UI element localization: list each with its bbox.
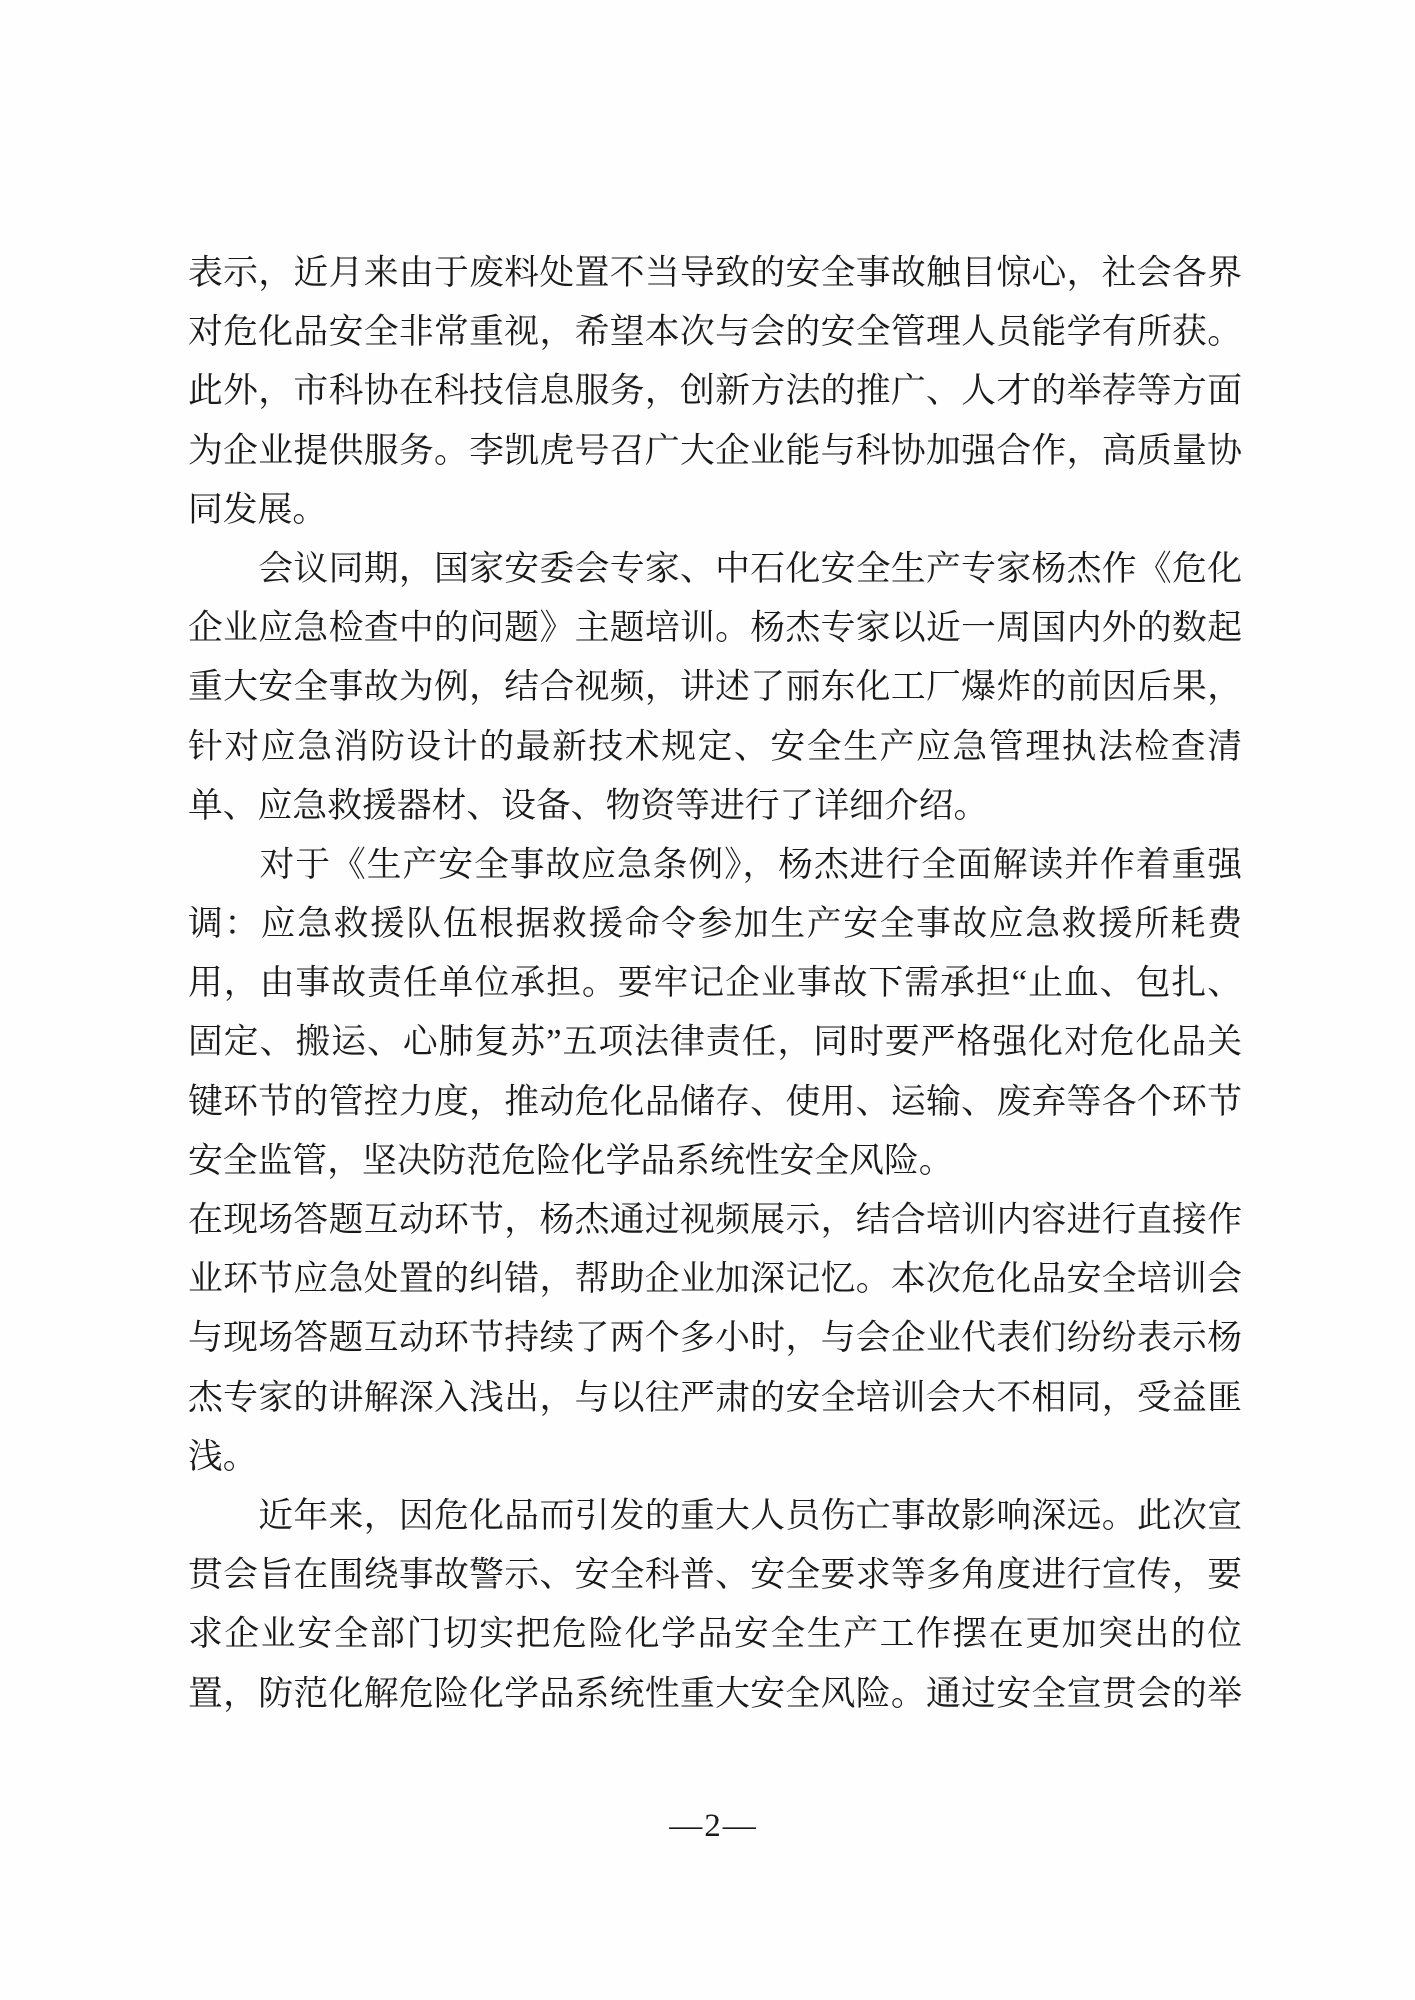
text-line: 对危化品安全非常重视，希望本次与会的安全管理人员能学有所获。 xyxy=(188,312,1242,352)
text-line: 对于《生产安全事故应急条例》，杨杰进行全面解读并作着重强 xyxy=(188,844,1242,884)
text-line: 调：应急救援队伍根据救援命令参加生产安全事故应急救援所耗费 xyxy=(188,904,1242,944)
text-line: 同发展。 xyxy=(188,489,328,529)
page-footer xyxy=(0,1806,1415,1846)
text-line: 会议同期，国家安委会专家、中石化安全生产专家杨杰作《危化 xyxy=(188,548,1242,588)
document-body xyxy=(188,243,1242,1723)
page-number: —2— xyxy=(669,1808,758,1844)
text-line: 单、应急救援器材、设备、物资等进行了详细介绍。 xyxy=(188,785,989,825)
text-line: 针对应急消防设计的最新技术规定、安全生产应急管理执法检查清 xyxy=(188,726,1242,766)
text-line: 在现场答题互动环节，杨杰通过视频展示，结合培训内容进行直接作 xyxy=(188,1200,1242,1239)
text-line: 重大安全事故为例，结合视频，讲述了丽东化工厂爆炸的前因后果， xyxy=(188,667,1242,707)
text-line: 键环节的管控力度，推动危化品储存、使用、运输、废弃等各个环节 xyxy=(188,1081,1242,1121)
text-line: 表示，近月来由于废料处置不当导致的安全事故触目惊心，社会各界 xyxy=(188,253,1242,292)
text-line: 近年来，因危化品而引发的重大人员伤亡事故影响深远。此次宣 xyxy=(188,1495,1242,1535)
text-line: 用，由事故责任单位承担。要牢记企业事故下需承担“止血、包扎、 xyxy=(188,963,1242,1003)
text-line: 此外，市科协在科技信息服务，创新方法的推广、人才的举荐等方面 xyxy=(188,371,1242,411)
text-line: 贯会旨在围绕事故警示、安全科普、安全要求等多角度进行宣传，要 xyxy=(188,1555,1242,1595)
text-line: 安全监管，坚决防范危险化学品系统性安全风险。 xyxy=(188,1140,954,1180)
text-line: 浅。 xyxy=(188,1436,258,1476)
text-line: 求企业安全部门切实把危险化学品安全生产工作摆在更加突出的位 xyxy=(188,1614,1242,1654)
text-line: 固定、搬运、心肺复苏”五项法律责任，同时要严格强化对危化品关 xyxy=(188,1022,1242,1062)
text-line: 置，防范化解危险化学品系统性重大安全风险。通过安全宣贯会的举 xyxy=(188,1673,1242,1713)
text-line: 杰专家的讲解深入浅出，与以往严肃的安全培训会大不相同，受益匪 xyxy=(188,1377,1242,1417)
text-line: 与现场答题互动环节持续了两个多小时，与会企业代表们纷纷表示杨 xyxy=(188,1318,1242,1358)
text-line: 业环节应急处置的纠错，帮助企业加深记忆。本次危化品安全培训会 xyxy=(188,1259,1242,1299)
text-line: 企业应急检查中的问题》主题培训。杨杰专家以近一周国内外的数起 xyxy=(188,608,1242,648)
text-line: 为企业提供服务。李凯虎号召广大企业能与科协加强合作，高质量协 xyxy=(188,430,1242,470)
